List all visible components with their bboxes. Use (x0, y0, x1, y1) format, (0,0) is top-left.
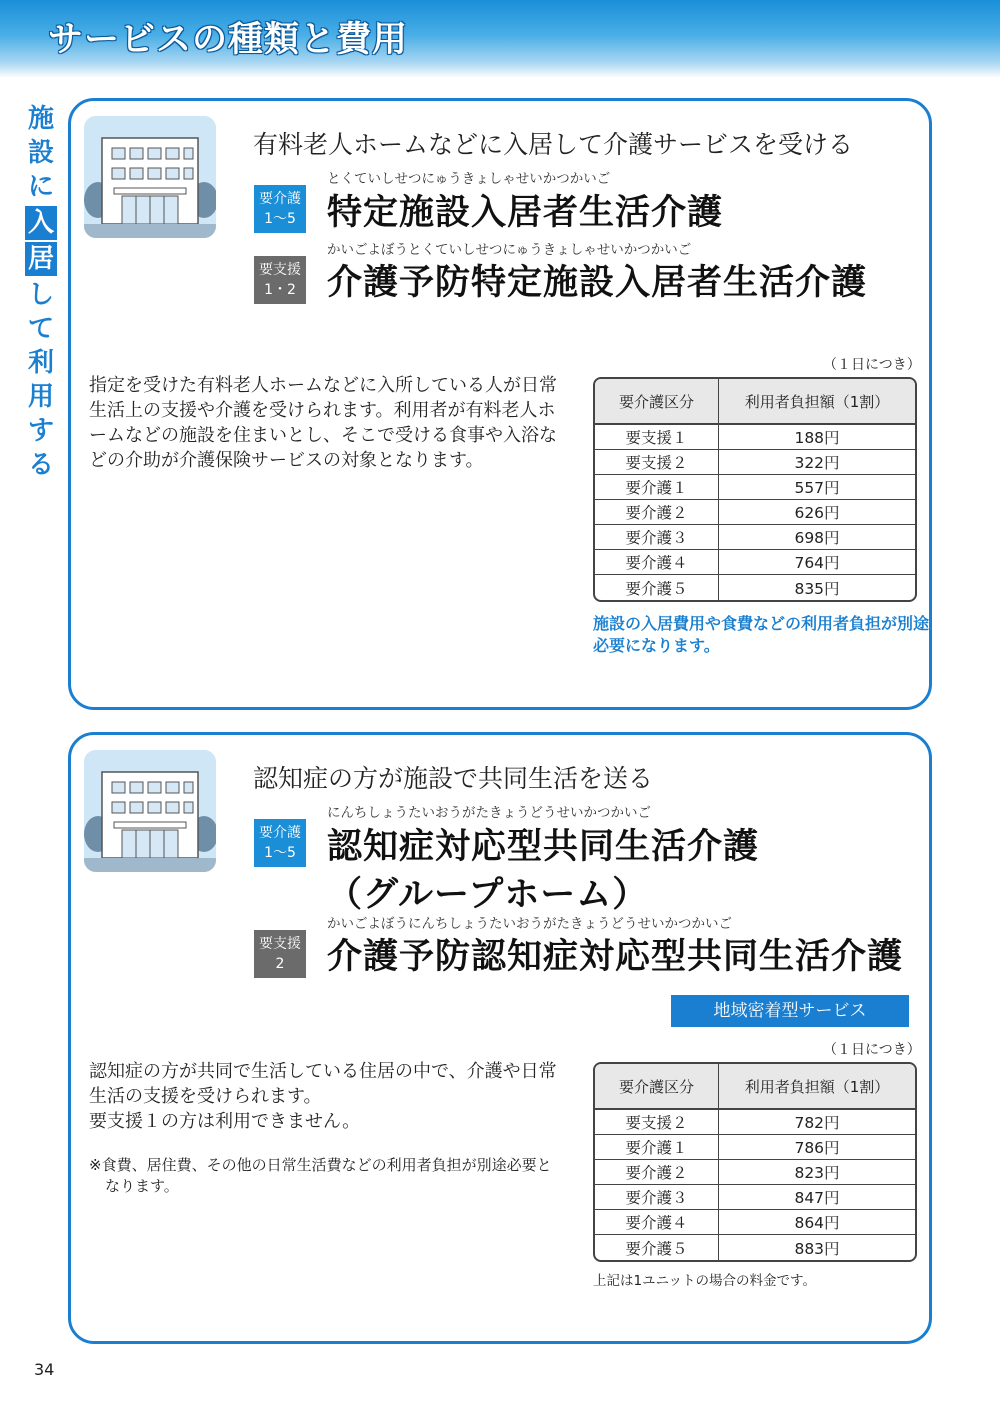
service-ruby: かいごよぼうとくていしせつにゅうきょしゃせいかつかいご (327, 242, 692, 258)
badge-line: 1・2 (264, 282, 296, 298)
badge-line: 要支援 (259, 936, 301, 952)
table-row (595, 450, 915, 475)
badge-line: 1〜5 (264, 211, 296, 227)
extra-cost-note: ※食費、居住費、その他の日常生活費などの利用者負担が別途必要となります。 (89, 1156, 552, 1195)
care-level-cell: 要介護２ (595, 1160, 719, 1184)
side-label-char: す (27, 416, 54, 446)
building-icon (84, 750, 216, 872)
community-service-tag: 地域密着型サービス (671, 995, 909, 1027)
service-title: 介護予防特定施設入居者生活介護 (327, 263, 868, 303)
per-day-label: （１日につき） (823, 1042, 921, 1058)
care-level-cell: 要介護１ (595, 1135, 719, 1159)
fee-cell: 823円 (794, 1164, 840, 1182)
fee-cell: 764円 (794, 554, 840, 572)
badge-line: 1〜5 (264, 845, 296, 861)
service-title: 特定施設入居者生活介護 (327, 193, 724, 233)
side-label-char: 施 (27, 104, 54, 134)
fee-cell: 698円 (794, 529, 840, 547)
table-row (595, 1160, 915, 1185)
care-level-cell: 要介護２ (595, 500, 719, 524)
section-heading: 有料老人ホームなどに入居して介護サービスを受ける (253, 130, 854, 159)
section-card-2 (68, 732, 932, 1344)
side-label-char: に (27, 172, 54, 202)
building-icon (84, 116, 216, 238)
side-label-char: 居 (25, 242, 57, 276)
care-level-cell: 要支援２ (595, 450, 719, 474)
fee-cell: 835円 (794, 579, 840, 598)
fee-cell: 626円 (794, 504, 840, 522)
fee-table (593, 1062, 917, 1262)
service-ruby: とくていしせつにゅうきょしゃせいかつかいご (327, 171, 611, 187)
column-header: 利用者負担額（1割） (744, 392, 890, 411)
service-title: 介護予防認知症対応型共同生活介護 (327, 937, 904, 977)
support-level-badge (254, 256, 306, 304)
care-level-badge (254, 185, 306, 233)
side-label-char: し (27, 280, 54, 310)
support-level-badge (254, 930, 306, 978)
header-band (0, 0, 1000, 78)
service-title: 認知症対応型共同生活介護 (327, 827, 760, 867)
service-ruby: かいごよぼうにんちしょうたいおうがたきょうどうせいかつかいご (327, 916, 732, 932)
fee-cell: 782円 (794, 1114, 840, 1132)
table-row (595, 575, 915, 600)
side-label-char: 入 (25, 206, 57, 240)
fee-cell: 864円 (794, 1214, 840, 1232)
service-ruby: にんちしょうたいおうがたきょうどうせいかつかいご (327, 805, 651, 821)
badge-line: 要介護 (259, 825, 301, 841)
care-level-cell: 要介護４ (595, 1210, 719, 1234)
side-label (22, 102, 60, 482)
table-row (595, 1235, 915, 1260)
table-row (595, 475, 915, 500)
fee-cell: 847円 (794, 1189, 840, 1207)
service-description: 認知症の方が共同で生活している住居の中で、介護や日常生活の支援を受けられます。 (89, 1061, 557, 1107)
service-title-subtitle: （グループホーム） (327, 875, 649, 915)
page-number: 34 (34, 1360, 55, 1379)
care-level-cell: 要介護５ (595, 1235, 719, 1260)
unit-footnote: 上記は1ユニットの場合の料金です。 (593, 1273, 816, 1289)
badge-line: 2 (275, 956, 285, 972)
side-label-char: 用 (27, 382, 54, 412)
column-header: 要介護区分 (595, 379, 719, 423)
fee-cell: 322円 (794, 454, 840, 472)
extra-cost-note: 施設の入居費用や食費などの利用者負担が別途必要になります。 (593, 614, 930, 655)
badge-line: 要介護 (259, 191, 301, 207)
side-label-char: て (27, 314, 54, 344)
column-header: 利用者負担額（1割） (744, 1077, 890, 1096)
care-level-badge (254, 819, 306, 867)
care-level-cell: 要介護３ (595, 1185, 719, 1209)
care-level-cell: 要支援２ (595, 1110, 719, 1134)
table-row (595, 1185, 915, 1210)
care-level-cell: 要支援１ (595, 425, 719, 449)
care-level-cell: 要介護３ (595, 525, 719, 549)
fee-cell: 557円 (794, 479, 840, 497)
table-header (595, 1064, 915, 1110)
table-row (595, 1110, 915, 1135)
service-restriction: 要支援１の方は利用できません。 (89, 1111, 361, 1132)
care-level-cell: 要介護１ (595, 475, 719, 499)
table-row (595, 525, 915, 550)
section-heading: 認知症の方が施設で共同生活を送る (253, 764, 654, 793)
service-description: 指定を受けた有料老人ホームなどに入所している人が日常生活上の支援や介護を受けられます。利用者が有料老人ホームなどの施設を住まいとし、そこで受ける食事や入浴などの介助が介護保険サービスの対象となります。 (89, 375, 557, 471)
table-row (595, 500, 915, 525)
side-label-char: る (27, 450, 54, 480)
side-label-char: 利 (27, 348, 54, 378)
table-row (595, 1135, 915, 1160)
table-row (595, 550, 915, 575)
fee-table (593, 377, 917, 602)
table-row (595, 425, 915, 450)
side-label-char: 設 (27, 138, 54, 168)
care-level-cell: 要介護５ (595, 575, 719, 600)
table-row (595, 1210, 915, 1235)
badge-line: 要支援 (259, 262, 301, 278)
care-level-cell: 要介護４ (595, 550, 719, 574)
fee-cell: 883円 (794, 1239, 840, 1258)
per-day-label: （１日につき） (823, 357, 921, 373)
fee-cell: 786円 (794, 1139, 840, 1157)
column-header: 要介護区分 (595, 1064, 719, 1108)
page-title: サービスの種類と費用 (48, 20, 409, 60)
section-card-1 (68, 98, 932, 710)
table-header (595, 379, 915, 425)
fee-cell: 188円 (794, 429, 840, 447)
